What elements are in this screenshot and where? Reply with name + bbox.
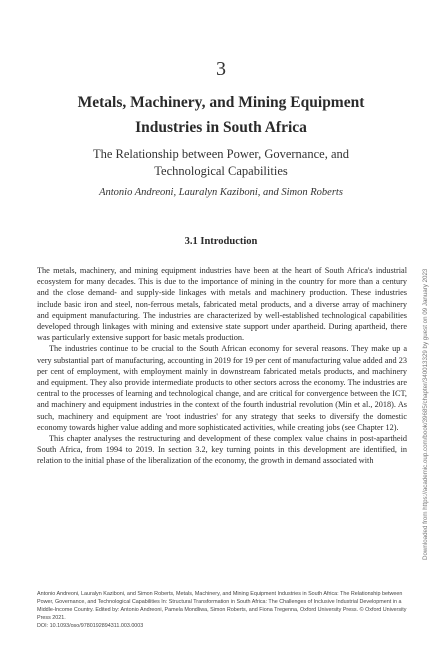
- download-watermark-text: Downloaded from https://academic.oup.com/book/39685/chapter/340013329 by guest on 09 January 2023: [422, 268, 429, 560]
- citation-footnote: [37, 590, 407, 630]
- chapter-title-line-2: Industries in South Africa: [135, 119, 307, 136]
- citation-doi: DOI: 10.1093/oso/9780192894311.003.0003: [37, 623, 144, 630]
- section-heading: 3.1 Introduction: [184, 236, 258, 247]
- chapter-title: [40, 90, 402, 140]
- paragraph-3: This chapter analyses the restructuring and development of these complex value chains in post-apartheid South Africa, from 1994 to 2019. In section 3.2, key turning points in this development are identified, in relation to the initial phase of the liberalization of the economy, the growth in demand associated with: [37, 434, 407, 466]
- body-text: [37, 265, 407, 467]
- paragraph-2: The industries continue to be crucial to the South African economy for several reasons. They make up a very substantial part of manufacturing, accounting in 2019 for 19 per cent of manufacturing value added and 23 per cent of employment, with employment mainly in downstream fabricated metals products, and machinery and equipment. They also provide intermediate products to other sectors across the economy. The industries are central to the processes of learning and technological change, and are critical for convergence between the ICT, and machinery and equipment industries in the context of the fourth industrial revolution (Min et al., 2018). As such, machinery and equipment are 'root industries' for any strategy that seeks to diversify the domestic economy towards higher value adding and more sophisticated activities, while creating jobs (see Chapter 12).: [37, 344, 407, 432]
- paragraph-1: The metals, machinery, and mining equipment industries have been at the heart of South Africa's industrial ecosystem for many decades. This is due to the importance of mining in the country for more than a century and the close demand- and supply-side linkages with metals and machinery production. These industries include basic iron and steel, non-ferrous metals, fabricated metal products, and a diverse array of machinery and equipment manufacturing. The industries are characterized by well-established technological capabilities developed through linkages with mining and extensive state support under apartheid. During apartheid, there was particularly extensive support for basic metals production.: [37, 266, 407, 343]
- citation-text: Antonio Andreoni, Lauralyn Kaziboni, and Simon Roberts, Metals, Machinery, and Mining Equipment Industries in South Africa: The Relationship between Power, Governance, and Technological Capabilities In: Structural Transformation in South Africa: The Challenges of Inclusive Industrial Development in a Middle-Income Country. Edited by: Antonio Andreoni, Pamela Mondliwa, Simon Roberts, and Fiona Tregenna, Oxford University Press. © Oxford University Press 2021.: [37, 591, 407, 622]
- chapter-subtitle-line-2: Technological Capabilities: [154, 164, 288, 178]
- chapter-title-line-1: Metals, Machinery, and Mining Equipment: [77, 94, 365, 111]
- chapter-number: 3: [216, 58, 226, 80]
- chapter-subtitle: [50, 146, 392, 180]
- chapter-authors: Antonio Andreoni, Lauralyn Kaziboni, and Simon Roberts: [99, 187, 343, 198]
- chapter-subtitle-line-1: The Relationship between Power, Governance, and: [92, 147, 349, 161]
